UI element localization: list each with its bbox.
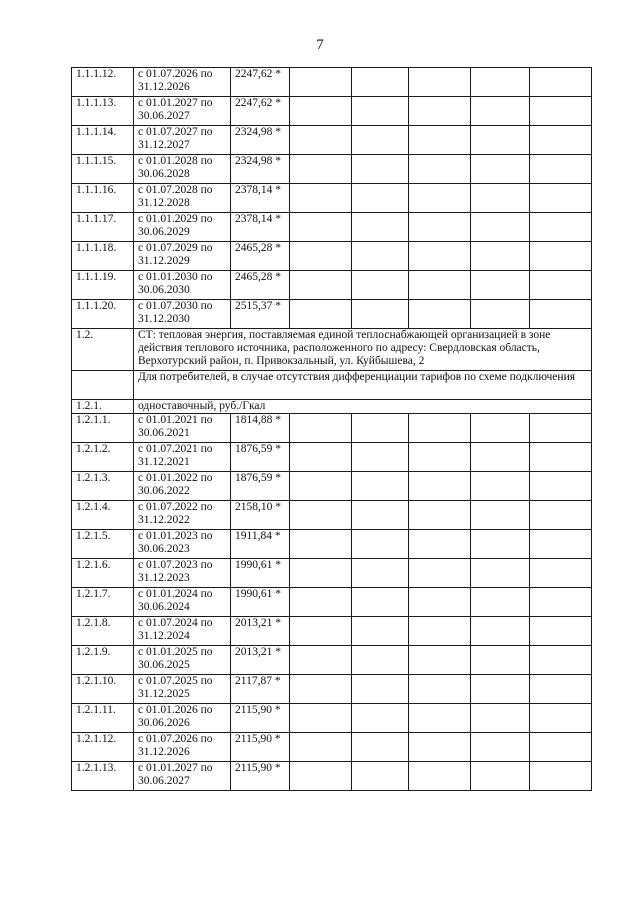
empty-cell: [409, 271, 471, 300]
empty-cell: [409, 443, 471, 472]
row-number: 1.2.1.3.: [72, 472, 134, 501]
empty-cell: [352, 501, 409, 530]
empty-cell: [471, 617, 530, 646]
period-cell: с 01.07.2021 по 31.12.2021: [134, 443, 231, 472]
empty-cell: [290, 559, 352, 588]
empty-cell: [409, 155, 471, 184]
empty-cell: [530, 97, 592, 126]
empty-cell: [471, 588, 530, 617]
empty-cell: [471, 762, 530, 791]
row-number: 1.1.1.16.: [72, 184, 134, 213]
row-number: 1.1.1.17.: [72, 213, 134, 242]
empty-cell: [409, 588, 471, 617]
period-cell: с 01.01.2029 по 30.06.2029: [134, 213, 231, 242]
empty-cell: [471, 472, 530, 501]
period-cell: с 01.07.2025 по 31.12.2025: [134, 675, 231, 704]
empty-cell: [352, 472, 409, 501]
empty-cell: [290, 588, 352, 617]
empty-cell: [409, 300, 471, 329]
empty-cell: [290, 242, 352, 271]
period-cell: с 01.01.2021 по 30.06.2021: [134, 414, 231, 443]
tariff-value: 2115,90 *: [231, 733, 290, 762]
tariff-value: 1911,84 *: [231, 530, 290, 559]
empty-cell: [471, 559, 530, 588]
table-row: [72, 68, 592, 97]
empty-cell: [352, 242, 409, 271]
empty-cell: [352, 443, 409, 472]
period-cell: с 01.01.2027 по 30.06.2027: [134, 97, 231, 126]
empty-cell: [290, 617, 352, 646]
empty-cell: [290, 501, 352, 530]
empty-cell: [290, 97, 352, 126]
empty-cell: [409, 646, 471, 675]
period-cell: с 01.07.2026 по 31.12.2026: [134, 68, 231, 97]
row-number: 1.1.1.18.: [72, 242, 134, 271]
empty-cell: [471, 242, 530, 271]
table-row: [72, 184, 592, 213]
empty-cell: [352, 97, 409, 126]
table-row: [72, 300, 592, 329]
empty-cell: [530, 126, 592, 155]
empty-cell: [471, 155, 530, 184]
empty-cell: [352, 675, 409, 704]
empty-cell: [530, 646, 592, 675]
tariff-value: 2115,90 *: [231, 762, 290, 791]
tariff-value: 2117,87 *: [231, 675, 290, 704]
empty-cell: [352, 126, 409, 155]
empty-cell: [471, 530, 530, 559]
section-number: 1.2.: [72, 329, 134, 371]
row-number: 1.2.1.13.: [72, 762, 134, 791]
subsection-title: одноставочный, руб./Гкал: [134, 400, 592, 414]
row-number: 1.2.1.6.: [72, 559, 134, 588]
empty-cell: [471, 300, 530, 329]
empty-cell: [409, 242, 471, 271]
empty-cell: [409, 530, 471, 559]
table-row: [72, 559, 592, 588]
tariff-value: 2115,90 *: [231, 704, 290, 733]
table-row: [72, 588, 592, 617]
table-row: [72, 271, 592, 300]
subsection-number: 1.2.1.: [72, 400, 134, 414]
empty-cell: [471, 271, 530, 300]
table-row: [72, 733, 592, 762]
empty-cell: [530, 530, 592, 559]
table-row: [72, 675, 592, 704]
empty-cell: [409, 675, 471, 704]
empty-cell: [352, 300, 409, 329]
empty-cell: [409, 472, 471, 501]
empty-cell: [409, 97, 471, 126]
period-cell: с 01.07.2027 по 31.12.2027: [134, 126, 231, 155]
row-number: 1.2.1.2.: [72, 443, 134, 472]
empty-cell: [352, 762, 409, 791]
empty-cell: [409, 733, 471, 762]
table-row: [72, 126, 592, 155]
empty-cell: [290, 704, 352, 733]
table-row: [72, 472, 592, 501]
tariff-value: 2465,28 *: [231, 242, 290, 271]
row-number: 1.2.1.10.: [72, 675, 134, 704]
tariff-value: 2378,14 *: [231, 213, 290, 242]
table-row: [72, 530, 592, 559]
empty-cell: [530, 68, 592, 97]
empty-cell: [352, 559, 409, 588]
empty-cell: [530, 617, 592, 646]
empty-cell: [409, 501, 471, 530]
tariff-value: 2013,21 *: [231, 646, 290, 675]
empty-cell: [290, 472, 352, 501]
period-cell: с 01.01.2026 по 30.06.2026: [134, 704, 231, 733]
period-cell: с 01.07.2024 по 31.12.2024: [134, 617, 231, 646]
row-number: 1.2.1.12.: [72, 733, 134, 762]
empty-cell: [352, 184, 409, 213]
empty-cell: [290, 733, 352, 762]
empty-cell: [471, 733, 530, 762]
empty-cell: [409, 762, 471, 791]
empty-cell: [530, 559, 592, 588]
section-1-2: [72, 329, 592, 414]
tariff-value: 2247,62 *: [231, 68, 290, 97]
empty-cell: [290, 271, 352, 300]
empty-cell: [471, 501, 530, 530]
empty-cell: [530, 300, 592, 329]
empty-cell: [409, 68, 471, 97]
row-number: 1.2.1.4.: [72, 501, 134, 530]
period-cell: с 01.07.2030 по 31.12.2030: [134, 300, 231, 329]
empty-cell: [352, 733, 409, 762]
empty-cell: [471, 213, 530, 242]
table-row: [72, 97, 592, 126]
period-cell: с 01.01.2022 по 30.06.2022: [134, 472, 231, 501]
empty-cell: [352, 213, 409, 242]
section-subtitle: Для потребителей, в случае отсутствия дифференциации тарифов по схеме подключения: [134, 371, 592, 400]
empty-cell: [409, 704, 471, 733]
empty-cell: [352, 271, 409, 300]
row-number: 1.1.1.19.: [72, 271, 134, 300]
period-cell: с 01.01.2030 по 30.06.2030: [134, 271, 231, 300]
table-row: [72, 443, 592, 472]
empty-cell: [471, 184, 530, 213]
period-cell: с 01.07.2026 по 31.12.2026: [134, 733, 231, 762]
table-row: [72, 501, 592, 530]
row-number: 1.2.1.7.: [72, 588, 134, 617]
empty-cell: [409, 213, 471, 242]
period-cell: с 01.07.2023 по 31.12.2023: [134, 559, 231, 588]
empty-cell: [352, 68, 409, 97]
empty-cell: [530, 704, 592, 733]
row-number: 1.1.1.12.: [72, 68, 134, 97]
empty-cell: [409, 559, 471, 588]
tariff-rows-1-2-1: [72, 414, 592, 791]
empty-cell: [290, 300, 352, 329]
empty-cell: [530, 588, 592, 617]
empty-cell: [290, 213, 352, 242]
row-number: 1.2.1.11.: [72, 704, 134, 733]
period-cell: с 01.01.2028 по 30.06.2028: [134, 155, 231, 184]
row-number: 1.1.1.13.: [72, 97, 134, 126]
period-cell: с 01.01.2024 по 30.06.2024: [134, 588, 231, 617]
empty-cell: [352, 646, 409, 675]
tariff-value: 1876,59 *: [231, 443, 290, 472]
empty-cell: [352, 617, 409, 646]
empty-cell: [290, 443, 352, 472]
tariff-value: 2515,37 *: [231, 300, 290, 329]
empty-cell: [530, 501, 592, 530]
empty-cell: [530, 242, 592, 271]
table-row: [72, 242, 592, 271]
empty-cell: [471, 675, 530, 704]
tariff-value: 1990,61 *: [231, 588, 290, 617]
empty-cell: [290, 675, 352, 704]
tariff-value: 1876,59 *: [231, 472, 290, 501]
empty-cell: [409, 617, 471, 646]
empty-cell: [352, 155, 409, 184]
empty-cell: [352, 704, 409, 733]
empty-cell: [471, 68, 530, 97]
period-cell: с 01.01.2025 по 30.06.2025: [134, 646, 231, 675]
row-number: 1.2.1.8.: [72, 617, 134, 646]
empty-cell: [352, 414, 409, 443]
empty-cell: [290, 68, 352, 97]
section-title: СТ: тепловая энергия, поставляемая единой теплоснабжающей организацией в зоне действия теплового источника, расположенного по адресу: Свердловская область, Верхотурский район, п. Привокзальный, ул. Куйбышева, 2: [134, 329, 592, 371]
empty-cell: [352, 588, 409, 617]
row-number: 1.2.1.1.: [72, 414, 134, 443]
empty-cell: [352, 530, 409, 559]
tariff-value: 2158,10 *: [231, 501, 290, 530]
tariff-value: 2013,21 *: [231, 617, 290, 646]
section-subtitle-number: [72, 371, 134, 400]
table-row: [72, 213, 592, 242]
empty-cell: [530, 213, 592, 242]
empty-cell: [471, 646, 530, 675]
tariff-value: 1990,61 *: [231, 559, 290, 588]
table-row: [72, 762, 592, 791]
empty-cell: [471, 97, 530, 126]
tariff-rows-1-1: [72, 68, 592, 329]
empty-cell: [471, 126, 530, 155]
empty-cell: [530, 184, 592, 213]
period-cell: с 01.07.2028 по 31.12.2028: [134, 184, 231, 213]
empty-cell: [530, 675, 592, 704]
tariff-table: [71, 67, 592, 791]
empty-cell: [530, 155, 592, 184]
table-row: [72, 155, 592, 184]
empty-cell: [530, 271, 592, 300]
empty-cell: [409, 414, 471, 443]
empty-cell: [471, 414, 530, 443]
tariff-value: 1814,88 *: [231, 414, 290, 443]
empty-cell: [530, 733, 592, 762]
empty-cell: [290, 530, 352, 559]
empty-cell: [530, 472, 592, 501]
period-cell: с 01.01.2027 по 30.06.2027: [134, 762, 231, 791]
row-number: 1.2.1.5.: [72, 530, 134, 559]
empty-cell: [409, 126, 471, 155]
table-row: [72, 646, 592, 675]
tariff-value: 2324,98 *: [231, 126, 290, 155]
period-cell: с 01.01.2023 по 30.06.2023: [134, 530, 231, 559]
table-row: [72, 704, 592, 733]
table-row: [72, 617, 592, 646]
empty-cell: [471, 443, 530, 472]
period-cell: с 01.07.2029 по 31.12.2029: [134, 242, 231, 271]
tariff-value: 2465,28 *: [231, 271, 290, 300]
tariff-value: 2378,14 *: [231, 184, 290, 213]
empty-cell: [290, 762, 352, 791]
empty-cell: [290, 126, 352, 155]
empty-cell: [530, 443, 592, 472]
empty-cell: [290, 184, 352, 213]
row-number: 1.1.1.15.: [72, 155, 134, 184]
empty-cell: [530, 762, 592, 791]
row-number: 1.1.1.14.: [72, 126, 134, 155]
empty-cell: [471, 704, 530, 733]
table-row: [72, 414, 592, 443]
row-number: 1.2.1.9.: [72, 646, 134, 675]
empty-cell: [530, 414, 592, 443]
row-number: 1.1.1.20.: [72, 300, 134, 329]
tariff-value: 2324,98 *: [231, 155, 290, 184]
period-cell: с 01.07.2022 по 31.12.2022: [134, 501, 231, 530]
empty-cell: [409, 184, 471, 213]
page-number: 7: [316, 37, 324, 53]
empty-cell: [290, 414, 352, 443]
empty-cell: [290, 155, 352, 184]
tariff-value: 2247,62 *: [231, 97, 290, 126]
empty-cell: [290, 646, 352, 675]
